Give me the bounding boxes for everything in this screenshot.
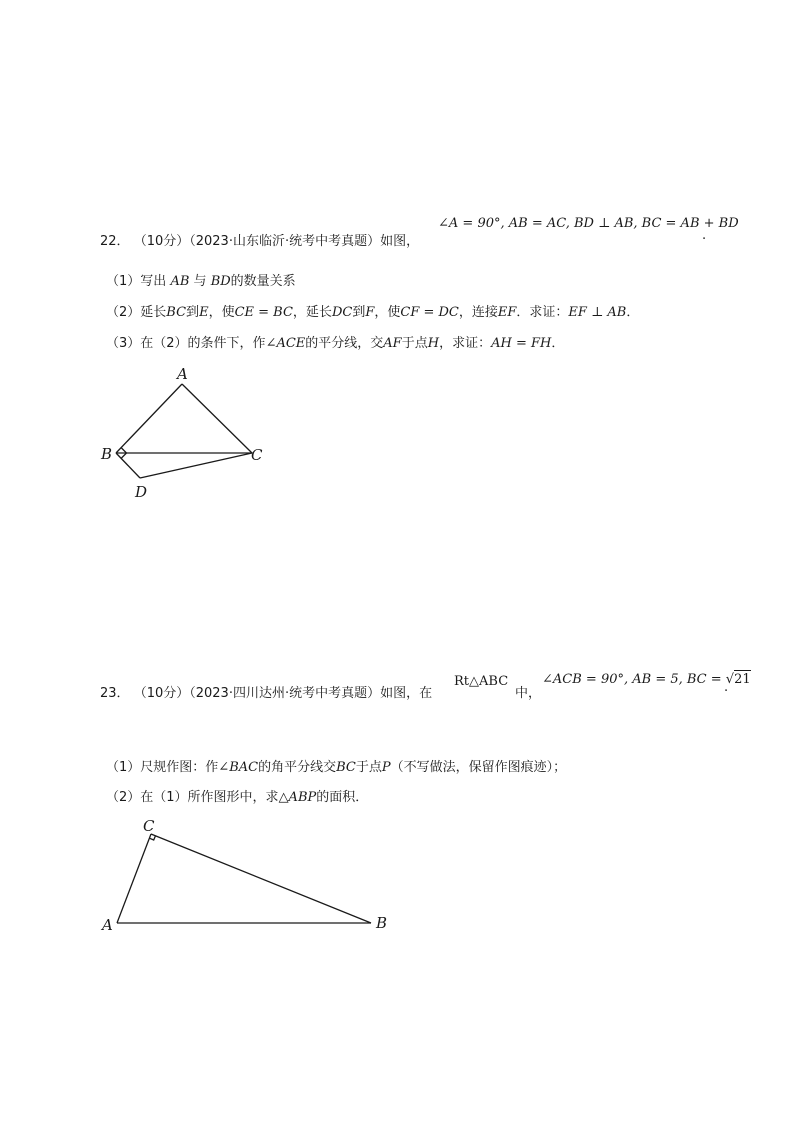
sqrt-symbol: √ — [725, 672, 735, 687]
q22-part1: （1）写出 AB 与 BD的数量关系 — [106, 274, 296, 289]
q23-part2: （2）在（1）所作图形中，求△ABP的面积． — [106, 790, 369, 805]
q22-label-d: D — [135, 483, 148, 501]
q22-part2-tag: （2） — [106, 305, 141, 320]
q22-intro: 如图， — [380, 234, 420, 249]
q22-given-formula: ∠A = 90°, AB = AC, BD ⊥ AB, BC = AB + BD — [438, 216, 739, 231]
q23-rt-triangle: Rt△ABC — [454, 674, 509, 689]
q23-part1-tag: （1） — [106, 760, 141, 775]
q22-label-b: B — [101, 445, 113, 463]
q22-part3-tag: （3） — [106, 336, 141, 351]
q23-mid-text: 中， — [515, 686, 542, 701]
q22-part1-tag: （1） — [106, 274, 141, 289]
q22-source: （2023·山东临沂·统考中考真题） — [189, 234, 381, 249]
q22-label-a: A — [177, 365, 188, 383]
q22-number: 22． — [100, 234, 130, 249]
q23-part2-tag: （2） — [106, 790, 141, 805]
q23-given-end: . — [724, 680, 729, 695]
q23-label-c: C — [143, 817, 155, 835]
q23-intro: 如图，在 — [380, 686, 433, 701]
q23-label-b: B — [376, 914, 388, 932]
q23-segment-ac — [117, 834, 151, 923]
q22-given-end: . — [702, 228, 707, 243]
q23-source: （2023·四川达州·统考中考真题） — [189, 686, 381, 701]
q23-number: 23． — [100, 686, 130, 701]
q23-part1: （1）尺规作图：作∠BAC的角平分线交BC于点P（不写做法，保留作图痕迹）； — [106, 760, 567, 775]
q22-part2: （2）延长BC到E，使CE = BC，延长DC到F，使CF = DC，连接EF．求证：EF ⊥ AB． — [106, 305, 640, 320]
q23-label-a: A — [102, 916, 113, 934]
q23-radicand: 21 — [734, 672, 751, 687]
q22-part3: （3）在（2）的条件下，作∠ACE的平分线，交AF于点H，求证：AH = FH． — [106, 336, 565, 351]
q22-label-c: C — [251, 446, 263, 464]
q23-score: （10分） — [133, 686, 190, 701]
q23-segment-cb — [151, 834, 371, 923]
q23-given-formula: ∠ACB = 90°, AB = 5, BC = √21 — [542, 672, 751, 687]
q22-score: （10分） — [133, 234, 190, 249]
